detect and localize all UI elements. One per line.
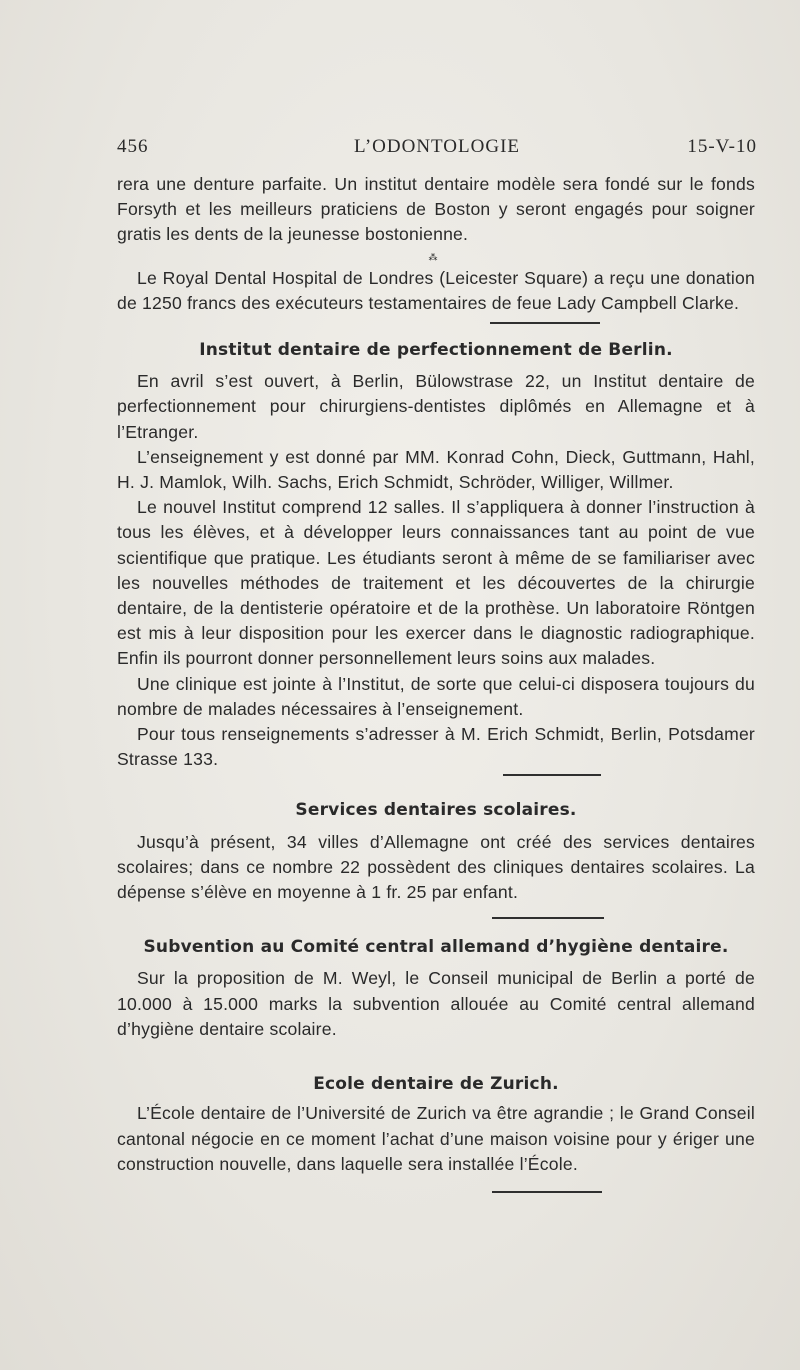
zurich-paragraph: L’École dentaire de l’Université de Zurich va être agrandie ; le Grand Conseil cantonal négocie en ce moment l’achat d’une maison voisine pour y ériger une construction nouvelle, dans laquelle sera installée l’École. (117, 1103, 755, 1174)
page-number: 456 (117, 136, 149, 157)
berlin-paragraph-2: L’enseignement y est donné par MM. Konrad Cohn, Dieck, Guttmann, Hahl, H. J. Mamlok, Wilh. Sachs, Erich Schmidt, Schröder, Williger, Willmer. (117, 446, 755, 493)
intro-paragraph-continued: rera une denture parfaite. Un institut dentaire modèle sera fondé sur le fonds Forsyth et les meilleurs praticiens de Boston y seront engagés pour soigner gratis les dents de la jeunesse bostonienne. (117, 174, 755, 245)
berlin-paragraph-4: Une clinique est jointe à l’Institut, de sorte que celui-ci disposera toujours du nombre de malades nécessaires à l’enseignement. (117, 673, 755, 719)
running-header (117, 136, 757, 160)
section-divider (503, 774, 601, 776)
section-divider (492, 1191, 602, 1193)
heading-school-dental-services: Services dentaires scolaires. (295, 800, 577, 821)
journal-title: L’ODONTOLOGIE (353, 136, 521, 157)
issue-date: 15-V-10 (687, 136, 757, 157)
berlin-paragraph-1: En avril s’est ouvert, à Berlin, Bülowstrase 22, un Institut dentaire de perfectionnement pour chirurgiens-dentistes diplômés en Allemagne et à l’Etranger. (117, 371, 755, 442)
subsidy-paragraph: Sur la proposition de M. Weyl, le Conseil municipal de Berlin a porté de 10.000 à 15.000 marks la subvention allouée au Comité central allemand d’hygiène dentaire scolaire. (117, 968, 755, 1039)
heading-zurich-school: Ecole dentaire de Zurich. (313, 1074, 559, 1095)
berlin-paragraph-3: Le nouvel Institut comprend 12 salles. Il s’appliquera à donner l’instruction à tous les élèves, et à développer leurs connaissances tant au point de vue scientifique que pratique. Les étudiants seront à même de se familiariser avec les nouvelles méthodes de traitement et les découvertes de la chirurgie dentaire, de la dentisterie opératoire et de la prothèse. Un laboratoire Röntgen est mis à leur disposition pour les exercer dans le diagnostic radiographique. Enfin ils pourront donner personnellement leurs soins aux malades. (117, 497, 755, 669)
royal-dental-hospital-paragraph: Le Royal Dental Hospital de Londres (Leicester Square) a reçu une donation de 1250 francs des exécuteurs testamentaires de feue Lady Campbell Clarke. (117, 267, 755, 313)
section-divider (492, 917, 604, 919)
heading-berlin-institute: Institut dentaire de perfectionnement de Berlin. (199, 340, 673, 361)
asterism-separator: ⁂ (428, 251, 444, 262)
berlin-paragraph-5: Pour tous renseignements s’adresser à M. Erich Schmidt, Berlin, Potsdamer Strasse 133. (117, 724, 755, 770)
school-services-paragraph: Jusqu’à présent, 34 villes d’Allemagne ont créé des services dentaires scolaires; dans ce nombre 22 possèdent des cliniques dentaires scolaires. La dépense s’élève en moyenne à 1 fr. 25 par enfant. (117, 831, 755, 903)
heading-subsidy-committee: Subvention au Comité central allemand d’hygiène dentaire. (143, 937, 729, 958)
article-body (117, 172, 755, 1193)
section-divider (490, 322, 600, 324)
